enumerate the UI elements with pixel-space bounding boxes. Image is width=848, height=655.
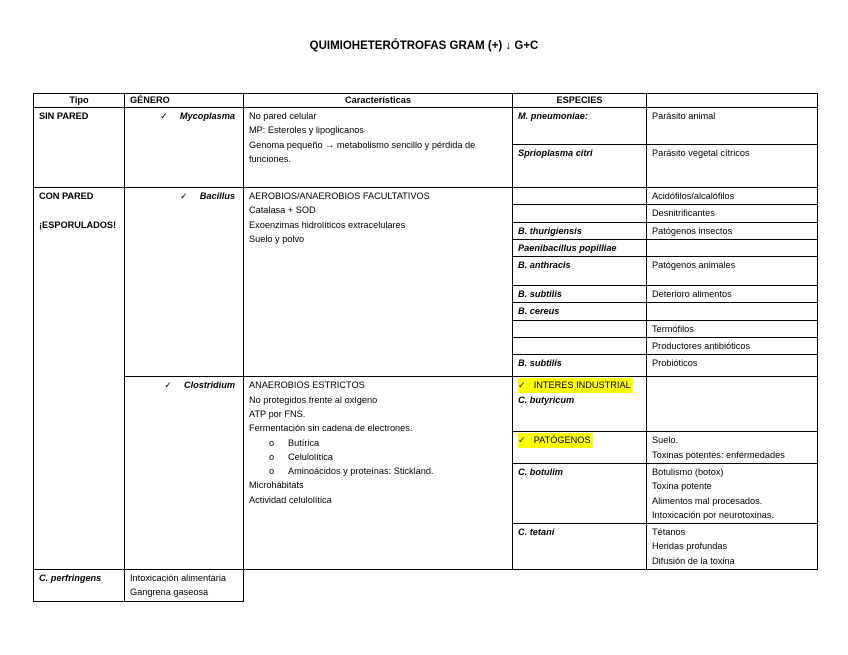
patogenos-highlight: ✓ PATÓGENOS: [518, 433, 593, 447]
bacillus-species-cell: B. subtilis: [513, 355, 647, 377]
industrial-desc-cell: [647, 377, 818, 432]
classification-table: [33, 93, 818, 602]
bacillus-species-cell: B. cereus: [513, 303, 647, 320]
list-item: o Butírica: [269, 437, 320, 448]
tipo-con-pared: CON PARED ¡ESPORULADOS!: [34, 188, 125, 570]
table-row: [34, 377, 818, 432]
desc-botulim: Botulismo (botox) Toxina potente Alimentos mal procesados. Intoxicación por neurotoxinas.: [647, 463, 818, 523]
patogenos-cell: [513, 432, 647, 464]
species-m-pneumoniae: M. pneumoniae:: [513, 108, 647, 145]
list-item: o Aminoácidos y proteínas: Stickland.: [269, 466, 434, 477]
bacillus-species-cell: Paenibacillus popilliae: [513, 239, 647, 256]
genero-mycoplasma: ✓ Mycoplasma: [125, 108, 244, 188]
check-icon: ✓: [180, 191, 188, 201]
desc-perfringens: Intoxicación alimentaria Gangrena gaseosa: [125, 570, 244, 602]
species-c-butyricum: C. butyricum: [518, 394, 575, 405]
genero-bacillus: ✓ Bacillus: [125, 188, 244, 377]
bacillus-desc-cell: [647, 239, 818, 256]
bacillus-desc-cell: Termófilos: [647, 320, 818, 337]
species-spiroplasma: Sprioplasma citri: [513, 145, 647, 188]
tipo-sin-pared: SIN PARED: [34, 108, 125, 188]
header-genero: GÉNERO: [125, 94, 244, 108]
desc-parasito-animal: Parásito animal: [647, 108, 818, 145]
header-especies: ESPECIES: [513, 94, 647, 108]
desc-tetani: Tétanos Heridas profundas Difusión de la toxina: [647, 524, 818, 570]
bacillus-desc-cell: Desnitrificantes: [647, 205, 818, 222]
genero-clostridium: ✓ Clostridium: [125, 377, 244, 570]
bacillus-species-cell: [513, 205, 647, 222]
header-caracteristicas: Características: [244, 94, 513, 108]
species-c-perfringens: C. perfringens: [34, 570, 125, 602]
bacillus-species-cell: B. thurigiensis: [513, 222, 647, 239]
caracteristicas-mycoplasma: No pared celular MP: Esteroles y lipoglicanos Genoma pequeño → metabolismo sencillo y pérdida de funciones.: [244, 108, 513, 188]
header-blank: [647, 94, 818, 108]
bacillus-species-cell: [513, 320, 647, 337]
check-icon: ✓: [160, 111, 168, 121]
table-row: [34, 108, 818, 145]
caracteristicas-clostridium: ANAEROBIOS ESTRICTOS No protegidos frente al oxígeno ATP por FNS. Fermentación sin cadena de electrones. o Butírica o Celulolítica o Aminoácidos y proteínas: Stickland. Microhábitats Actividad celulolítica: [244, 377, 513, 570]
bacillus-species-cell: [513, 338, 647, 355]
check-icon: ✓: [518, 435, 526, 446]
check-icon: ✓: [518, 380, 526, 391]
bacillus-desc-cell: Patógenos insectos: [647, 222, 818, 239]
check-icon: ✓: [164, 380, 172, 391]
caracteristicas-bacillus: AEROBIOS/ANAEROBIOS FACULTATIVOS Catalasa + SOD Exoenzimas hidrolíticos extracelulares Suelo y polvo: [244, 188, 513, 377]
bacillus-desc-cell: Acidófilos/alcalófilos: [647, 188, 818, 205]
industrial-cell: [513, 377, 647, 432]
bacillus-desc-cell: Deterioro alimentos: [647, 286, 818, 303]
list-item: o Celulolítica: [269, 451, 333, 462]
bacillus-desc-cell: Productores antibióticos: [647, 338, 818, 355]
patogenos-desc-cell: Suelo. Toxinas potentes: enfermedades: [647, 432, 818, 464]
bacillus-species-cell: [513, 188, 647, 205]
species-c-botulim: C. botulim: [513, 463, 647, 523]
species-c-tetani: C. tetani: [513, 524, 647, 570]
bacillus-desc-cell: [647, 303, 818, 320]
table-row: [34, 570, 818, 602]
bacillus-species-cell: B. subtilis: [513, 286, 647, 303]
header-row: [34, 94, 818, 108]
bacillus-desc-cell: Patógenos animales: [647, 257, 818, 286]
bacillus-desc-cell: Probióticos: [647, 355, 818, 377]
bacillus-species-cell: B. anthracis: [513, 257, 647, 286]
industrial-highlight: ✓ INTERES INDUSTRIAL: [518, 378, 633, 392]
table-row: [34, 188, 818, 205]
header-tipo: Tipo: [34, 94, 125, 108]
page-title: QUIMIOHETERÓTROFAS GRAM (+) ↓ G+C: [309, 40, 539, 52]
desc-parasito-vegetal: Parásito vegetal cítricos: [647, 145, 818, 188]
